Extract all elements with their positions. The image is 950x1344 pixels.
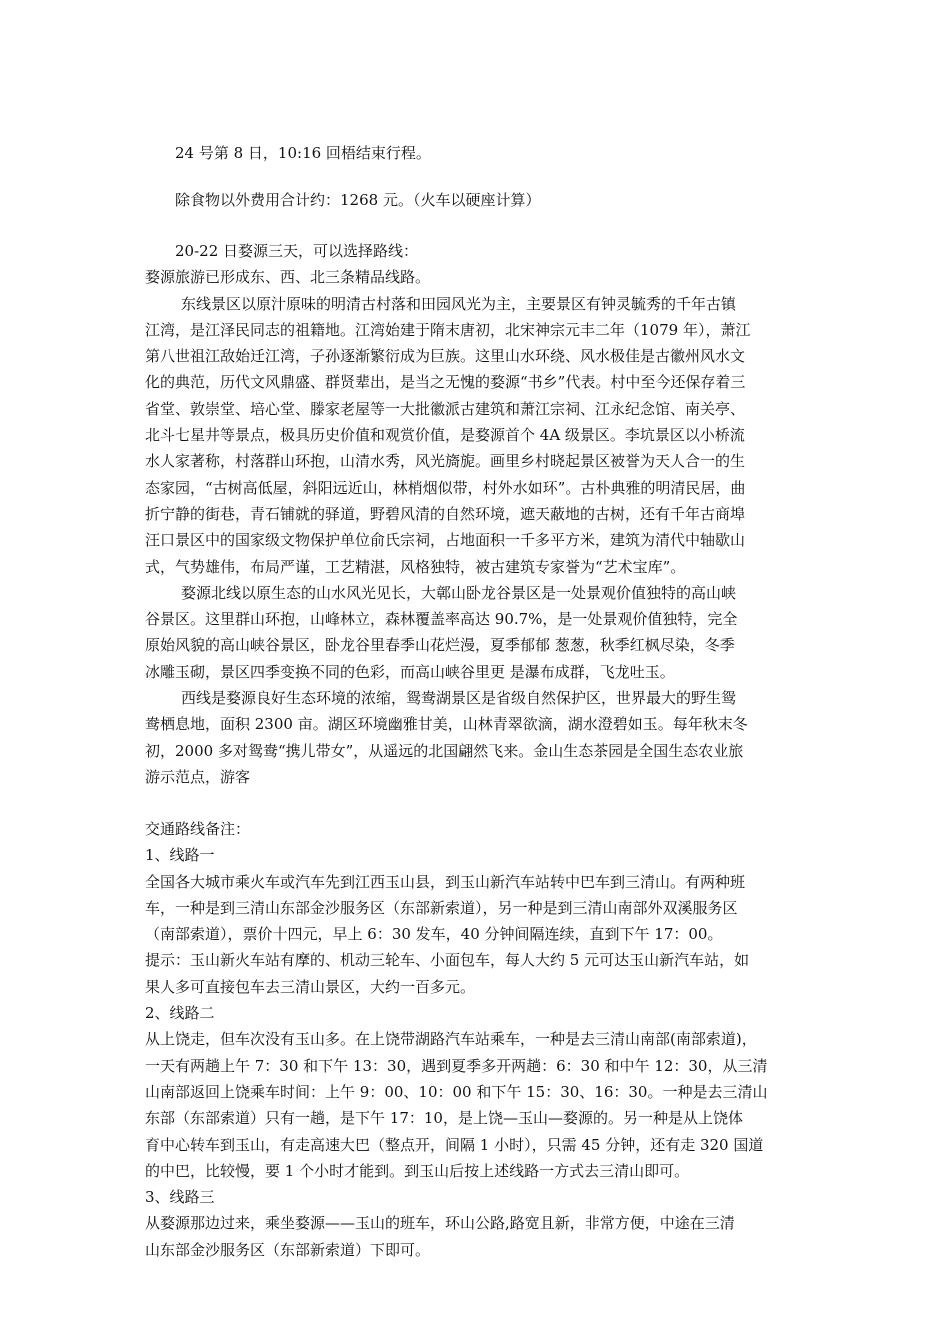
trip-end-line: 24 号第 8 日，10:16 回梧结束行程。 (175, 144, 431, 162)
paragraph-line: 育中心转车到玉山，有走高速大巴（整点开，间隔 1 小时），只需 45 分钟，还有走 320 国道 (145, 1135, 764, 1154)
paragraph-line: 西线是婺源良好生态环境的浓缩，鸳鸯湖景区是省级自然保护区，世界最大的野生鸳 (181, 689, 737, 708)
paragraph-line: 原始风貌的高山峡谷景区，卧龙谷里春季山花烂漫，夏季郁郁 葱葱，秋季红枫尽染，冬季 (145, 636, 735, 655)
paragraph-line: 汪口景区中的国家级文物保护单位俞氏宗祠，占地面积一千多平方米，建筑为清代中轴歇山 (145, 531, 746, 550)
paragraph-line: 第八世祖江敌始迁江湾，子孙逐渐繁衍成为巨族。这里山水环绕、风水极佳是古徽州风水文 (145, 347, 746, 366)
paragraph-line: 化的典范，历代文风鼎盛、群贤辈出，是当之无愧的婺源“书乡”代表。村中至今还保存着三 (145, 373, 746, 392)
traffic-section (145, 816, 813, 1263)
paragraph-line: 从婺源那边过来，乘坐婺源——玉山的班车，环山公路,路宽且新，非常方便，中途在三清 (145, 1214, 735, 1233)
cost-summary (145, 187, 813, 213)
paragraph-line: 东部（东部索道）只有一趟，是下午 17：10，是上饶—玉山—婺源的。另一种是从上饶体 (145, 1109, 743, 1128)
route1-title: 1、线路一 (145, 846, 215, 865)
paragraph-line: 初，2000 多对鸳鸯“携儿带女”，从遥远的北国翩然飞来。金山生态茶园是全国生态农业旅 (145, 741, 744, 760)
traffic-heading: 交通路线备注： (145, 820, 251, 838)
wuyuan-section (145, 238, 813, 790)
wuyuan-intro: 20-22 日婺源三天，可以选择路线： (175, 242, 419, 260)
paragraph-line: 水人家著称，村落群山环抱，山清水秀，风光旖旎。画里乡村晓起景区被誉为天人合一的生 (145, 452, 746, 471)
wuyuan-subtitle: 婺源旅游已形成东、西、北三条精品线路。 (145, 268, 431, 287)
paragraph-line: 游示范点，游客 (145, 767, 251, 786)
paragraph-line: 提示：玉山新火车站有摩的、机动三轮车、小面包车，每人大约 5 元可达玉山新汽车站，如 (145, 951, 750, 970)
paragraph-line: 折宁静的街巷，青石铺就的驿道，野碧风清的自然环境，遮天蔽地的古树，还有千年古商埠 (145, 504, 746, 523)
paragraph-line: （南部索道），票价十四元，早上 6：30 发车，40 分钟间隔连续，直到下午 17：00。 (145, 925, 723, 944)
paragraph-line: 江湾，是江泽民同志的祖籍地。江湾始建于隋末唐初，北宋神宗元丰二年（1079 年），萧江 (145, 320, 751, 339)
paragraph-line: 婺源北线以原生态的山水风光见长，大鄣山卧龙谷景区是一处景观价值独特的高山峡 (181, 583, 737, 602)
route2-title: 2、线路二 (145, 1004, 215, 1023)
paragraph-line: 一天有两趟上午 7：30 和下午 13：30，遇到夏季多开两趟：6：30 和中午 12：30，从三清 (145, 1056, 768, 1075)
north-route-paragraph (145, 580, 813, 685)
paragraph-line: 车，一种是到三清山东部金沙服务区（东部新索道），另一种是到三清山南部外双溪服务区 (145, 898, 738, 917)
west-route-paragraph (145, 685, 813, 790)
paragraph-line: 省堂、敦崇堂、培心堂、滕家老屋等一大批徽派古建筑和萧江宗祠、江永纪念馆、南关亭、 (145, 399, 746, 418)
paragraph-line: 式，气势雄伟，布局严谨，工艺精湛，风格独特，被古建筑专家誉为“艺术宝库”。 (145, 557, 686, 576)
paragraph-line: 从上饶走，但车次没有玉山多。在上饶带湖路汽车站乘车，一种是去三清山南部(南部索道)， (145, 1030, 757, 1049)
paragraph-line: 东线景区以原汁原味的明清古村落和田园风光为主，主要景区有钟灵毓秀的千年古镇 (181, 294, 737, 313)
paragraph-line: 冰雕玉砌，景区四季变换不同的色彩，而高山峡谷里更 是瀑布成群，飞龙吐玉。 (145, 662, 675, 681)
paragraph-line: 全国各大城市乘火车或汽车先到江西玉山县，到玉山新汽车站转中巴车到三清山。有两种班 (145, 872, 746, 891)
paragraph-line: 北斗七星井等景点，极具历史价值和观赏价值，是婺源首个 4A 级景区。李坑景区以小桥流 (145, 426, 745, 445)
east-route-paragraph (145, 291, 813, 580)
paragraph-line: 鸯栖息地，面积 2300 亩。湖区环境幽雅甘美，山林青翠欲滴，湖水澄碧如玉。每年秋末冬 (145, 715, 748, 734)
cost-line: 除食物以外费用合计约：1268 元。（火车以硬座计算） (175, 191, 541, 209)
trip-summary (145, 140, 813, 166)
paragraph-line: 山南部返回上饶乘车时间：上午 9：00、10：00 和下午 15：30、16：30。一种是去三清山 (145, 1082, 768, 1101)
paragraph-line: 果人多可直接包车去三清山景区，大约一百多元。 (145, 977, 476, 996)
paragraph-line: 的中巴，比较慢，要 1 个小时才能到。到玉山后按上述线路一方式去三清山即可。 (145, 1161, 690, 1180)
paragraph-line: 谷景区。这里群山环抱，山峰林立，森林覆盖率高达 90.7%，是一处景观价值独特，完全 (145, 610, 738, 629)
paragraph-line: 山东部金沙服务区（东部新索道）下即可。 (145, 1240, 431, 1259)
route3-title: 3、线路三 (145, 1188, 215, 1207)
paragraph-line: 态家园，“古树高低屋，斜阳远近山，林梢烟似带，村外水如环”。古朴典雅的明清民居，曲 (145, 478, 746, 497)
